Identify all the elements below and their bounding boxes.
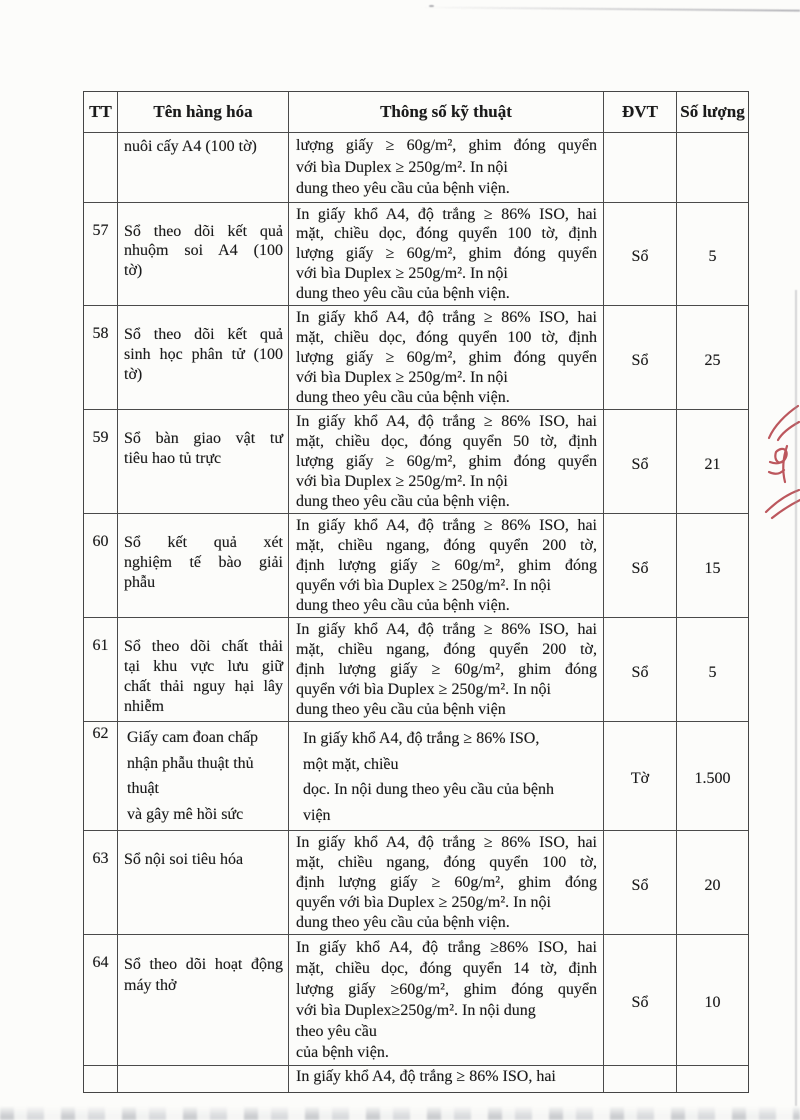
item-spec: In giấy khổ A4, độ trắng ≥ 86% ISO, hai mặt, chiều dọc, đóng quyển 100 tờ, định lượng giấy ≥ 60g/m², ghim đóng quyển với bìa Duplex ≥ 250g/m². In nội dung theo yêu cầu của bệnh viện. (289, 203, 604, 307)
table-row (84, 935, 748, 1066)
header-tt: TT (84, 92, 118, 133)
item-unit: Sổ (604, 831, 677, 935)
header-spec: Thông số kỹ thuật (289, 92, 604, 133)
row-number (84, 133, 118, 203)
item-quantity (677, 1066, 748, 1092)
item-name: nuôi cấy A4 (100 tờ) (118, 133, 289, 203)
item-quantity: 21 (677, 410, 748, 514)
table-row (84, 306, 748, 410)
item-name: Sổ theo dõi chất thải tại khu vực lưu giữ chất thải nguy hại lây nhiễm (118, 618, 289, 722)
item-unit: Sổ (604, 514, 677, 618)
item-unit: Tờ (604, 722, 677, 831)
row-number: 60 (84, 514, 118, 618)
scan-smear-top (420, 6, 800, 11)
item-name: Sổ bàn giao vật tư tiêu hao tủ trực (118, 410, 289, 514)
row-number: 59 (84, 410, 118, 514)
item-unit: Sổ (604, 306, 677, 410)
item-name: Sổ theo dõi kết quả nhuộm soi A4 (100 tờ) (118, 203, 289, 307)
item-spec: In giấy khổ A4, độ trắng ≥ 86% ISO, hai mặt, chiều dọc, đóng quyển 50 tờ, định lượng giấy ≥ 60g/m², ghim đóng quyển với bìa Duplex ≥ 250g/m². In nội dung theo yêu cầu của bệnh viện. (289, 410, 604, 514)
row-number: 57 (84, 203, 118, 307)
item-quantity (677, 133, 748, 203)
item-quantity: 5 (677, 618, 748, 722)
item-spec: lượng giấy ≥ 60g/m², ghim đóng quyển với bìa Duplex ≥ 250g/m². In nội dung theo yêu cầu của bệnh viện. (289, 133, 604, 203)
item-quantity: 1.500 (677, 722, 748, 831)
item-spec: In giấy khổ A4, độ trắng ≥ 86% ISO, hai mặt, chiều ngang, đóng quyển 200 tờ, định lượng giấy ≥ 60g/m², ghim đóng quyển với bìa Duplex ≥ 250g/m². In nội dung theo yêu cầu của bệnh viện. (289, 514, 604, 618)
item-unit (604, 133, 677, 203)
item-unit: Sổ (604, 410, 677, 514)
scan-speck (429, 5, 434, 7)
table-row (84, 514, 748, 618)
header-item-name: Tên hàng hóa (118, 92, 289, 133)
supply-table (83, 91, 749, 1093)
table-row (84, 410, 748, 514)
item-name: Sổ nội soi tiêu hóa (118, 831, 289, 935)
scan-noise-band (0, 1107, 800, 1120)
item-name: Sổ theo dõi hoạt động máy thở (118, 935, 289, 1066)
row-number: 64 (84, 935, 118, 1066)
table-row (84, 831, 748, 935)
row-number: 63 (84, 831, 118, 935)
table-row (84, 722, 748, 831)
table-row (84, 618, 748, 722)
item-name: Giấy cam đoan chấp nhận phẫu thuật thủ thuật và gây mê hồi sức (118, 722, 289, 831)
red-stamp-edge-icon (756, 400, 800, 530)
table-row (84, 133, 748, 203)
item-quantity: 10 (677, 935, 748, 1066)
item-quantity: 5 (677, 203, 748, 307)
item-spec: In giấy khổ A4, độ trắng ≥ 86% ISO, hai mặt, chiều ngang, đóng quyển 200 tờ, định lượng giấy ≥ 60g/m², ghim đóng quyển với bìa Duplex ≥ 250g/m². In nội dung theo yêu cầu của bệnh viện (289, 618, 604, 722)
row-number: 58 (84, 306, 118, 410)
item-name: Sổ kết quả xét nghiệm tế bào giải phẫu (118, 514, 289, 618)
header-qty: Số lượng (677, 92, 748, 133)
table-header-row (84, 92, 748, 133)
item-unit: Sổ (604, 203, 677, 307)
item-spec: In giấy khổ A4, độ trắng ≥ 86% ISO, hai mặt, chiều ngang, đóng quyển 100 tờ, định lượng giấy ≥ 60g/m², ghim đóng quyển với bìa Duplex ≥ 250g/m². In nội dung theo yêu cầu của bệnh viện. (289, 831, 604, 935)
scan-page-edge (795, 290, 797, 1106)
item-unit: Sổ (604, 935, 677, 1066)
item-spec: In giấy khổ A4, độ trắng ≥86% ISO, hai mặt, chiều dọc, đóng quyển 14 tờ, định lượng giấy ≥60g/m², ghim đóng quyển với bìa Duplex≥250g/m². In nội dung theo yêu cầu của bệnh viện. (289, 935, 604, 1066)
item-quantity: 15 (677, 514, 748, 618)
item-unit: Sổ (604, 618, 677, 722)
item-spec: In giấy khổ A4, độ trắng ≥ 86% ISO, hai mặt, chiều dọc, đóng quyển 100 tờ, định lượng giấy ≥ 60g/m², ghim đóng quyển với bìa Duplex ≥ 250g/m². In nội dung theo yêu cầu của bệnh viện. (289, 306, 604, 410)
table-row (84, 203, 748, 307)
item-quantity: 25 (677, 306, 748, 410)
item-spec: In giấy khổ A4, độ trắng ≥ 86% ISO, một mặt, chiều dọc. In nội dung theo yêu cầu của bệnh viện (289, 722, 604, 831)
row-number (84, 1066, 118, 1092)
row-number: 61 (84, 618, 118, 722)
item-name: Sổ theo dõi kết quả sinh học phân tử (100 tờ) (118, 306, 289, 410)
row-number: 62 (84, 722, 118, 831)
item-spec: In giấy khổ A4, độ trắng ≥ 86% ISO, hai (289, 1066, 604, 1092)
item-quantity: 20 (677, 831, 748, 935)
item-unit (604, 1066, 677, 1092)
table-row (84, 1066, 748, 1092)
header-unit: ĐVT (604, 92, 677, 133)
item-name (118, 1066, 289, 1092)
